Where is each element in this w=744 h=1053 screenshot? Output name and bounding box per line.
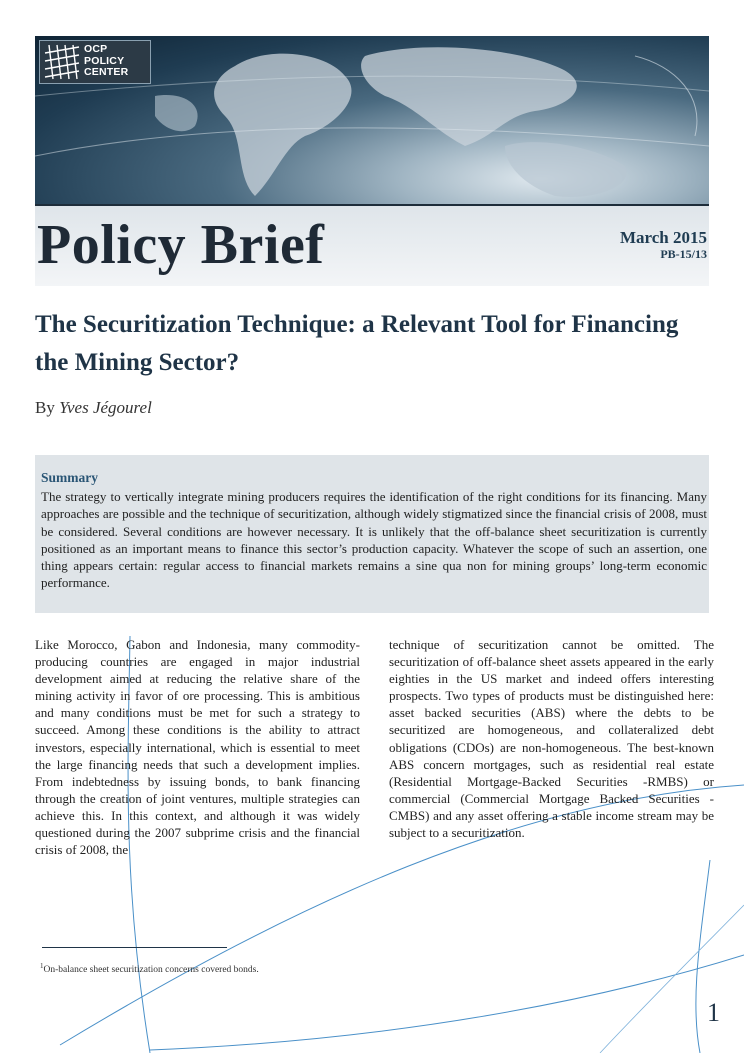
by-label: By (35, 398, 55, 417)
footnote-text: On-balance sheet securitization concerns covered bonds. (43, 965, 259, 976)
publication-date: March 2015 (619, 228, 707, 247)
body-column-right: technique of securitization cannot be omitted. The securitization of off-balance sheet assets appeared in the early eighties in the US market and indeed offers interesting prospects. Two types of products must be distinguished here: asset backed securities (ABS) where the debts to be securitized are homogeneous, and collateralized debt obligations (CDOs) are non-homogeneous. The best-known ABS concern mortgages, such as residential real estate (Residential Mortgage-Backed Securities -RMBS) or commercial (Commercial Mortgage Backed Securities -CMBS) and any asset offering a stable income stream may be subject to a securitization. (389, 637, 714, 841)
footnote-marker: 1 (40, 962, 44, 970)
document-title: The Securitization Technique: a Relevant Tool for Financing the Mining Sector? (35, 311, 679, 376)
summary-heading: Summary (41, 470, 98, 485)
logo-line-3: CENTER (84, 66, 129, 78)
ocp-logo (39, 40, 151, 84)
summary-text: The strategy to vertically integrate mining producers requires the identification of the right conditions for its financing. Many approaches are possible and the technique of securitization, although widely stigmatized since the financial crisis of 2008, must be considered. Several conditions are however necessary. It is unlikely that the off-balance sheet securitization is currently positioned as an important means to finance this sector’s production capacity. Whatever the scope of such an assertion, one thing appears certain: regular access to financial markets remains a sine qua non for mining groups’ long-term economic performance. (41, 489, 707, 591)
policy-brief-strip (35, 204, 709, 286)
series-title: Policy Brief (37, 214, 325, 276)
footnote (40, 962, 259, 975)
logo-line-1: OCP (84, 43, 108, 55)
logo-mesh-icon (43, 43, 81, 81)
footnote-divider (42, 947, 227, 948)
logo-text (84, 44, 128, 79)
logo-line-2: POLICY (84, 54, 125, 67)
author-name: Yves Jégourel (59, 398, 152, 417)
summary-box (35, 455, 709, 613)
header-banner (35, 36, 709, 204)
publication-code: PB-15/13 (660, 247, 707, 261)
body-column-left: Like Morocco, Gabon and Indonesia, many commodity-producing countries are engaged in major industrial development aimed at reducing the relative share of the mining activity in favor of ore processing. This is ambitious and many conditions must be met for such a strategy to succeed. Among these conditions is the ability to attract investors, especially international, which is essential to meet the large financing needs that such a development implies. From indebtedness by issuing bonds, to bank financing through the creation of joint ventures, multiple strategies can achieve this. In this context, and although it was widely questioned during the 2007 subprime crisis and the financial crisis of 2008, the (35, 637, 360, 858)
publication-info (620, 228, 707, 261)
page-number: 1 (707, 998, 720, 1027)
byline (35, 398, 152, 418)
